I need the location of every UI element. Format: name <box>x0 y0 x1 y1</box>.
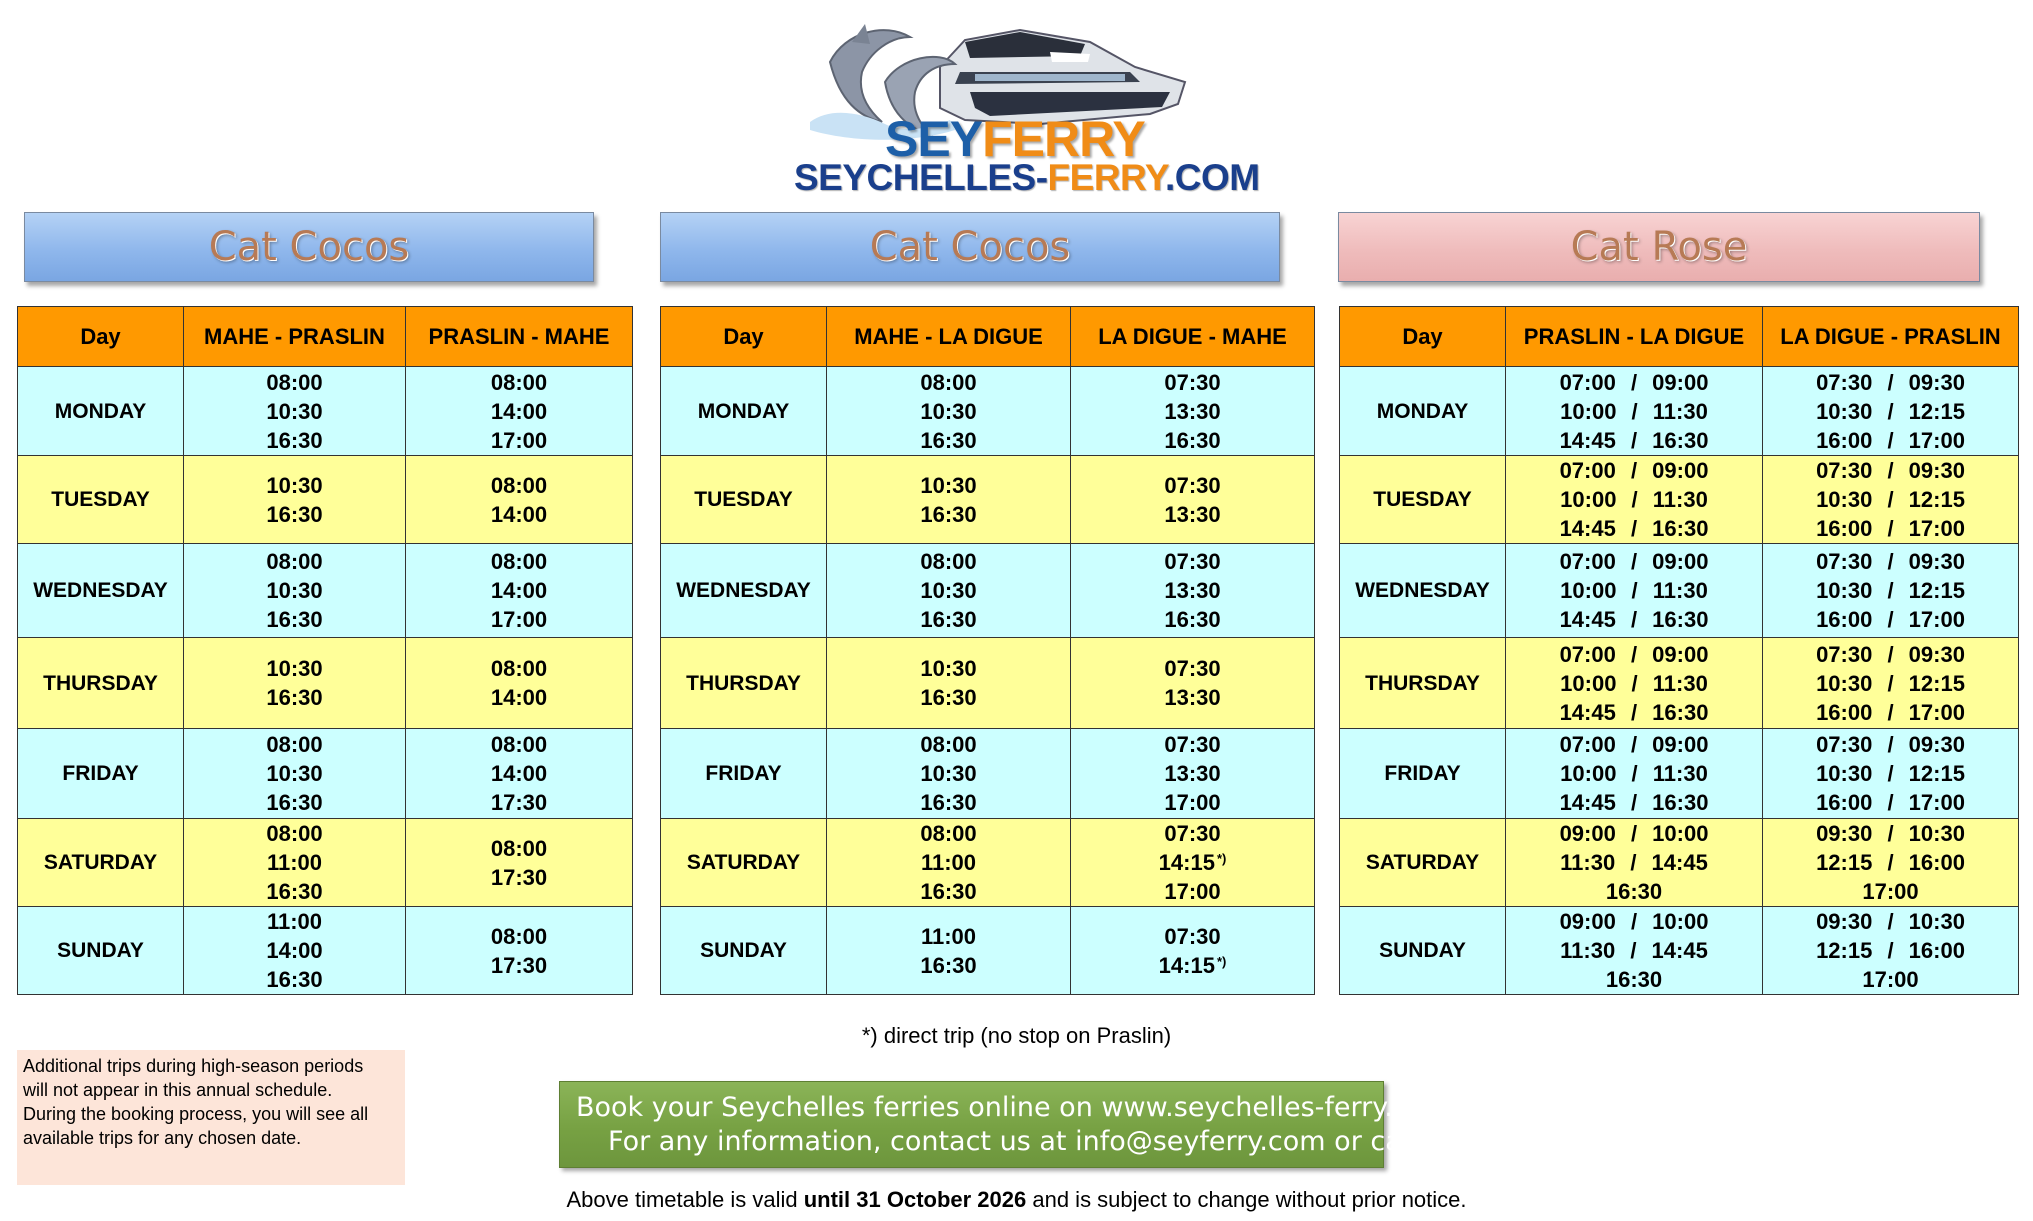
departure-time: 10:00 / 11:30 <box>1560 578 1708 603</box>
outbound-times <box>827 638 1071 729</box>
high-season-note <box>17 1050 405 1185</box>
note-line: Additional trips during high-season periods <box>23 1056 364 1076</box>
banner-cat-cocos-praslin: Cat Cocos <box>24 212 594 282</box>
departure-time: 14:45 / 16:30 <box>1559 427 1709 453</box>
departure-time: 17:00 <box>490 427 548 453</box>
departure-time: 07:30 / 09:30 <box>1816 549 1965 574</box>
departure-time-value: 14:15 *) <box>1158 952 1227 978</box>
day-name: WEDNESDAY <box>18 544 184 638</box>
departure-time-value: 14:15 *) <box>1158 850 1227 875</box>
departure-time: 08:00 <box>266 549 323 574</box>
return-times <box>1763 544 2019 638</box>
departure-time: 14:00 <box>490 578 548 603</box>
outbound-times <box>827 456 1071 544</box>
departure-time: 07:00 / 09:00 <box>1559 458 1709 483</box>
departure-time: 07:30 <box>1164 821 1221 846</box>
day-row-wednesday <box>661 544 1315 638</box>
departure-time: 08:00 <box>490 835 548 861</box>
day-name: WEDNESDAY <box>661 544 827 638</box>
seyferry-logo <box>790 12 1260 198</box>
departure-time: 16:30 <box>1605 967 1663 992</box>
departure-time: 07:30 / 09:30 <box>1816 369 1965 395</box>
day-name: TUESDAY <box>1340 456 1506 544</box>
outbound-times <box>1506 638 1763 729</box>
return-times <box>1071 819 1315 907</box>
departure-time: 07:00 / 09:00 <box>1559 549 1709 574</box>
outbound-times <box>1506 819 1763 907</box>
departure-time: 08:00 <box>266 369 323 395</box>
departure-time: 14:00 <box>490 761 548 786</box>
departure-time: 07:30 <box>1164 923 1221 949</box>
departure-time: 14:00 <box>266 938 323 963</box>
departure-time: 07:30 / 09:30 <box>1816 641 1965 667</box>
return-times <box>1071 544 1315 638</box>
day-name: MONDAY <box>661 367 827 456</box>
day-row-sunday <box>18 907 633 995</box>
note-line: available trips for any chosen date. <box>23 1128 302 1148</box>
outbound-times <box>184 819 406 907</box>
departure-time: 08:00 <box>266 821 323 846</box>
note-line: During the booking process, you will see all <box>23 1104 369 1124</box>
departure-time: 16:30 <box>266 967 323 992</box>
return-times <box>406 729 633 819</box>
return-times <box>406 638 633 729</box>
departure-time: 10:30 <box>920 398 977 424</box>
departure-time: 09:30 / 10:30 <box>1816 821 1965 846</box>
day-name: TUESDAY <box>661 456 827 544</box>
booking-line-1: Book your Seychelles ferries online on www.seychelles-ferry.com <box>576 1092 1451 1123</box>
outbound-times <box>1506 907 1763 995</box>
departure-time: 14:45 / 16:30 <box>1559 607 1709 632</box>
day-row-friday <box>1340 729 2019 819</box>
return-times <box>1763 456 2019 544</box>
return-times <box>406 367 633 456</box>
direct-trip-marker: *) <box>1216 953 1227 969</box>
departure-time: 16:30 <box>266 501 323 527</box>
departure-time: 13:30 <box>1164 578 1221 603</box>
departure-time: 16:30 <box>266 427 323 453</box>
day-row-tuesday <box>661 456 1315 544</box>
departure-time: 16:30 <box>266 685 323 710</box>
departure-time: 10:30 <box>266 398 323 424</box>
day-name: SUNDAY <box>1340 907 1506 995</box>
logo-wordmark: SEYFERRY <box>885 111 1145 167</box>
day-name: SATURDAY <box>661 819 827 907</box>
departure-time: 09:00 / 10:00 <box>1559 909 1709 934</box>
departure-time: 17:30 <box>490 952 548 978</box>
logo-domain: SEYCHELLES-FERRY.COM <box>794 157 1260 198</box>
return-times <box>1763 729 2019 819</box>
departure-time: 10:00 / 11:30 <box>1560 670 1708 696</box>
header-route-back: LA DIGUE - MAHE <box>1071 307 1315 367</box>
day-row-tuesday <box>18 456 633 544</box>
departure-time: 08:00 <box>920 549 977 574</box>
header-route-back: PRASLIN - MAHE <box>406 307 633 367</box>
return-times <box>1763 907 2019 995</box>
departure-time: 10:30 <box>266 472 323 498</box>
departure-time: 12:15 / 16:00 <box>1816 938 1965 963</box>
timetable-mahe-praslin <box>17 306 633 995</box>
day-name: SUNDAY <box>18 907 184 995</box>
banner-cat-rose: Cat Rose <box>1338 212 1980 282</box>
day-name: THURSDAY <box>18 638 184 729</box>
departure-time: 16:00 / 17:00 <box>1816 790 1965 815</box>
day-name: MONDAY <box>18 367 184 456</box>
timetable-mahe-la-digue <box>660 306 1315 995</box>
departure-time: 10:30 <box>266 578 323 603</box>
departure-time: 10:30 <box>920 761 977 786</box>
day-row-monday <box>1340 367 2019 456</box>
departure-time: 16:30 <box>920 501 977 527</box>
departure-time: 16:30 <box>920 607 977 632</box>
return-times <box>1763 819 2019 907</box>
day-name: SATURDAY <box>18 819 184 907</box>
departure-time: 16:30 <box>920 790 977 815</box>
return-times <box>406 819 633 907</box>
departure-time: 16:00 / 17:00 <box>1816 607 1965 632</box>
outbound-times <box>184 729 406 819</box>
departure-time: 10:30 <box>920 578 977 603</box>
departure-time: 11:30 / 14:45 <box>1560 850 1708 875</box>
day-row-monday <box>18 367 633 456</box>
departure-time: 08:00 <box>920 821 977 846</box>
departure-time: 07:30 <box>1164 549 1221 574</box>
day-row-friday <box>18 729 633 819</box>
day-name: SUNDAY <box>661 907 827 995</box>
day-row-sunday <box>661 907 1315 995</box>
departure-time: 14:45 / 16:30 <box>1559 699 1709 725</box>
departure-time: 16:00 / 17:00 <box>1816 427 1965 453</box>
departure-time: 10:30 / 12:15 <box>1816 487 1965 512</box>
departure-time: 14:45 / 16:30 <box>1559 516 1709 541</box>
departure-time: 08:00 <box>490 472 548 498</box>
return-times <box>1071 729 1315 819</box>
departure-time: 13:30 <box>1164 761 1221 786</box>
header-day: Day <box>1340 307 1506 367</box>
direct-trip-footnote: *) direct trip (no stop on Praslin) <box>861 1023 1172 1048</box>
day-name: FRIDAY <box>18 729 184 819</box>
departure-time: 11:30 / 14:45 <box>1560 938 1708 963</box>
day-name: THURSDAY <box>1340 638 1506 729</box>
outbound-times <box>184 456 406 544</box>
outbound-times <box>827 819 1071 907</box>
outbound-times <box>827 367 1071 456</box>
booking-website-link[interactable]: www.seychelles-ferry.com <box>1101 1092 1451 1123</box>
departure-time: 14:00 <box>490 685 548 710</box>
departure-time: 08:00 <box>490 656 548 681</box>
departure-time: 08:00 <box>490 549 548 574</box>
day-row-friday <box>661 729 1315 819</box>
day-row-sunday <box>1340 907 2019 995</box>
return-times <box>1071 456 1315 544</box>
departure-time: 07:30 <box>1164 369 1221 395</box>
return-times <box>1763 638 2019 729</box>
day-name: THURSDAY <box>661 638 827 729</box>
departure-time: 17:00 <box>1164 879 1221 904</box>
day-name: SATURDAY <box>1340 819 1506 907</box>
departure-time: 16:00 / 17:00 <box>1816 699 1965 725</box>
departure-time: 08:00 <box>490 923 548 949</box>
departure-time: 13:30 <box>1164 501 1221 527</box>
departure-time: 17:30 <box>490 864 548 890</box>
outbound-times <box>1506 456 1763 544</box>
day-row-saturday <box>1340 819 2019 907</box>
outbound-times <box>827 907 1071 995</box>
departure-time: 07:00 / 09:00 <box>1559 732 1709 757</box>
departure-time: 10:30 / 12:15 <box>1816 398 1965 424</box>
banner-cat-cocos-la-digue: Cat Cocos <box>660 212 1280 282</box>
departure-time: 09:00 / 10:00 <box>1559 821 1709 846</box>
outbound-times <box>1506 729 1763 819</box>
outbound-times <box>184 544 406 638</box>
departure-time: 08:00 <box>266 732 323 757</box>
departure-time: 07:30 <box>1164 732 1221 757</box>
departure-time: 07:30 / 09:30 <box>1816 732 1965 757</box>
departure-time: 08:00 <box>490 732 548 757</box>
day-row-thursday <box>661 638 1315 729</box>
day-row-monday <box>661 367 1315 456</box>
departure-time: 09:30 / 10:30 <box>1816 909 1965 934</box>
departure-time: 16:30 <box>920 427 977 453</box>
departure-time: 14:00 <box>490 398 548 424</box>
departure-time: 07:00 / 09:00 <box>1559 641 1709 667</box>
departure-time: 16:30 <box>920 879 977 904</box>
departure-time: 07:30 / 09:30 <box>1816 458 1965 483</box>
departure-time: 10:00 / 11:30 <box>1560 761 1708 786</box>
departure-time: 13:30 <box>1164 398 1221 424</box>
departure-time: 11:00 <box>266 909 323 934</box>
return-times <box>1071 907 1315 995</box>
day-name: FRIDAY <box>1340 729 1506 819</box>
header-day: Day <box>18 307 184 367</box>
outbound-times <box>827 544 1071 638</box>
header-route-out: PRASLIN - LA DIGUE <box>1506 307 1763 367</box>
departure-time: 17:30 <box>490 790 548 815</box>
day-name: WEDNESDAY <box>1340 544 1506 638</box>
departure-time: 14:00 <box>490 501 548 527</box>
departure-time: 16:30 <box>920 685 977 710</box>
departure-time: 10:30 <box>266 656 323 681</box>
day-row-wednesday <box>18 544 633 638</box>
day-row-saturday <box>661 819 1315 907</box>
departure-time: 16:30 <box>1164 607 1221 632</box>
outbound-times <box>1506 367 1763 456</box>
departure-time: 07:30 <box>1164 656 1221 681</box>
departure-time: 10:30 / 12:15 <box>1816 761 1965 786</box>
departure-time: 10:00 / 11:30 <box>1560 487 1708 512</box>
direct-trip-marker: *) <box>1216 851 1227 866</box>
day-name: FRIDAY <box>661 729 827 819</box>
note-line: will not appear in this annual schedule. <box>23 1080 333 1100</box>
departure-time: 16:00 / 17:00 <box>1816 516 1965 541</box>
departure-time: 11:00 <box>920 923 977 949</box>
header-day: Day <box>661 307 827 367</box>
departure-time: 12:15 / 16:00 <box>1816 850 1965 875</box>
departure-time: 11:00 <box>920 850 977 875</box>
departure-time: 08:00 <box>920 732 977 757</box>
departure-time: 16:30 <box>266 607 323 632</box>
departure-time: 10:30 <box>266 761 323 786</box>
departure-time <box>1071 848 1314 877</box>
departure-time: 10:30 <box>920 472 977 498</box>
departure-time <box>1071 951 1314 980</box>
departure-time: 16:30 <box>1605 879 1663 904</box>
day-name: TUESDAY <box>18 456 184 544</box>
departure-time: 11:00 <box>266 850 323 875</box>
departure-time: 10:00 / 11:30 <box>1560 398 1708 424</box>
booking-banner[interactable] <box>559 1081 1466 1168</box>
header-route-out: MAHE - LA DIGUE <box>827 307 1071 367</box>
day-row-tuesday <box>1340 456 2019 544</box>
day-row-saturday <box>18 819 633 907</box>
departure-time: 16:30 <box>920 952 977 978</box>
day-row-wednesday <box>1340 544 2019 638</box>
departure-time: 16:30 <box>266 790 323 815</box>
departure-time: 17:00 <box>1862 967 1919 992</box>
outbound-times <box>184 907 406 995</box>
day-row-thursday <box>18 638 633 729</box>
header-route-out: MAHE - PRASLIN <box>184 307 406 367</box>
departure-time: 13:30 <box>1164 685 1221 710</box>
return-times <box>406 456 633 544</box>
departure-time: 16:30 <box>266 879 323 904</box>
departure-time: 10:30 / 12:15 <box>1816 578 1965 603</box>
return-times <box>1071 367 1315 456</box>
departure-time: 14:45 / 16:30 <box>1559 790 1709 815</box>
booking-line-2: For any information, contact us at info@seyferry.com or call us. <box>608 1126 1466 1157</box>
departure-time: 17:00 <box>1164 790 1221 815</box>
departure-time: 17:00 <box>1862 879 1919 904</box>
day-row-thursday <box>1340 638 2019 729</box>
departure-time: 07:00 / 09:00 <box>1559 369 1709 395</box>
departure-time: 10:30 / 12:15 <box>1816 670 1965 696</box>
departure-time: 08:00 <box>920 369 977 395</box>
header-route-back: LA DIGUE - PRASLIN <box>1763 307 2019 367</box>
validity-notice: Above timetable is valid until 31 October 2026 and is subject to change without prior notice. <box>566 1187 1467 1212</box>
return-times <box>1763 367 2019 456</box>
day-name: MONDAY <box>1340 367 1506 456</box>
departure-time: 08:00 <box>490 369 548 395</box>
timetable-praslin-la-digue <box>1339 306 2019 995</box>
return-times <box>1071 638 1315 729</box>
outbound-times <box>827 729 1071 819</box>
departure-time: 16:30 <box>1164 427 1221 453</box>
departure-time: 07:30 <box>1164 472 1221 498</box>
outbound-times <box>184 638 406 729</box>
return-times <box>406 544 633 638</box>
outbound-times <box>1506 544 1763 638</box>
return-times <box>406 907 633 995</box>
outbound-times <box>184 367 406 456</box>
departure-time: 17:00 <box>490 607 548 632</box>
departure-time: 10:30 <box>920 656 977 681</box>
